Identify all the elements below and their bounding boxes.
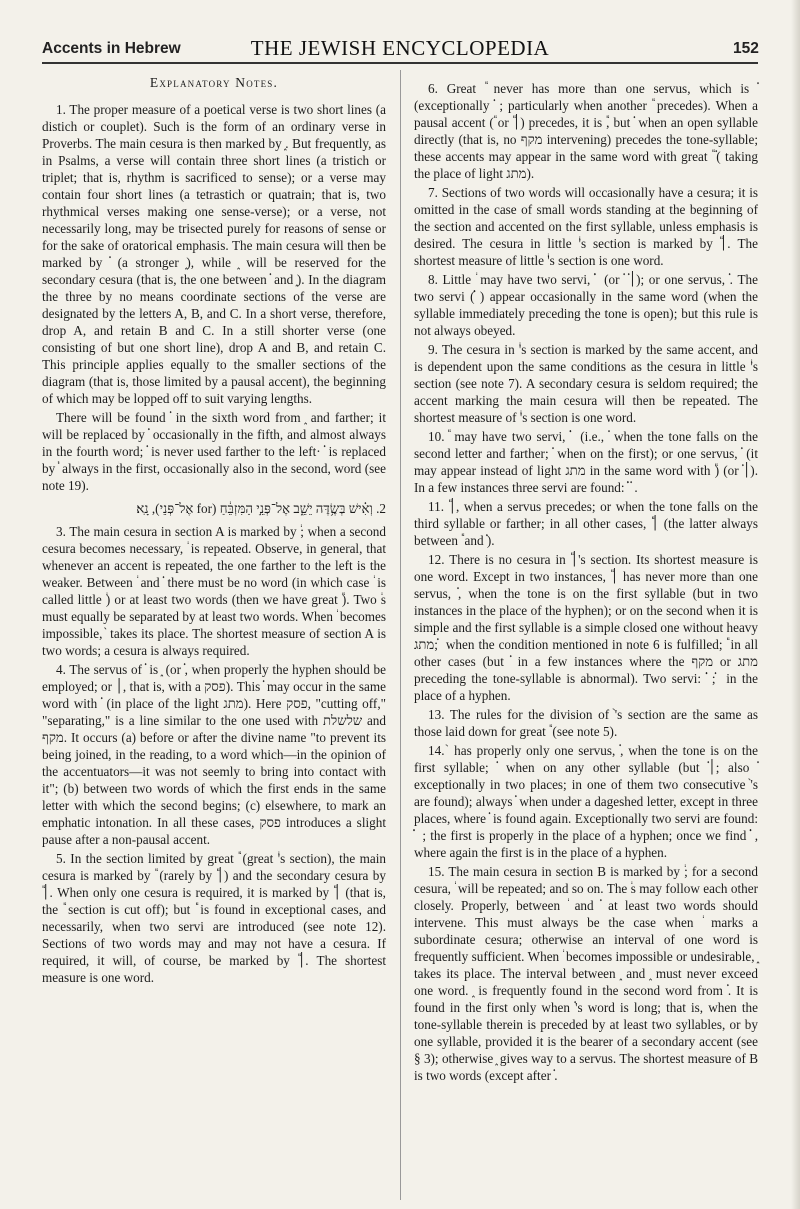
- column-divider: [400, 70, 401, 1200]
- page-edge-shadow: [791, 0, 800, 1209]
- hebrew-example: 2. וְאִ֗ישׁ בְּשֶׂ֥דֶּה יֵשֵׁ֑ב אֶל־פְּנֵ֣י הַמִּזְבֵּ֔חַ (for אֶל־פְּנֵי), נָֽא׃: [136, 501, 386, 516]
- note-paragraph: 6. Great ֕ never has more than one servus, which is ֗ (exceptionally ֗ ; particularly when another ֕ precedes). When a pausal accent (֕ or ׀֕) precedes, it is ֕, but ֗ when an open syllable directly (that is, no מקף intervening) precedes the tone-syllable; these accents may appear in the same word with great ֕ (֗ taking the place of light מתג).: [414, 81, 758, 181]
- note-paragraph: 15. The main cesura in section B is marked by ֔; for a second cesura, ֔ will be repeated; and so on. The ֔s may follow each other closely. Properly, between ֔ and ֗ at least two words should intervene. This must always be the case when ֔ marks a subordinate cesura; otherwise an interval of one word is frequently sufficient. When ֔ becomes impossible or undesirable, ֑ takes its place. The interval between ֑ and ֑ must never exceed one word. ֑ is frequently found in the second word from ֗. It is found in the first only when ֗'s word is long; that is, when the tone-syllable therein is preceded by at least two syllables, or by one syllable, provided it is the bearer of a secondary accent (see § 3); otherwise ֑ gives way to a servus. The shortest measure of B is two words (except after ֗.: [414, 864, 758, 1083]
- running-head-center: THE JEWISH ENCYCLOPEDIA: [250, 36, 550, 60]
- note-paragraph: 5. In the section limited by great ֕ (great ֔'s section), the main cesura is marked by ֕ (rarely by ׀֕) and the secondary cesura by ׀֕. When only one cesura is required, it is marked by ׀֕ (that is, the ֕ section is cut off); but ֕ is found in exceptional cases, and necessarily, when two servi are introduced (see note 12). Sections of two words may and may not have a cesura. If required, it will, of course, be marked by ׀֕. The shortest measure is one word.: [42, 851, 387, 985]
- running-head-left: Accents in Hebrew: [42, 40, 181, 57]
- note-paragraph: 14. ֙ has properly only one servus, ֗, when the tone is on the first syllable; ֗ when on any other syllable (but ׀֗; also ֗ exceptionally in two places; in one of them two consecutive ֙'s are found); always ֗ when under a dageshed letter, except in three places, where ֗ is found again. Exceptionally two servi are found: ֗ ֗ ; the first is properly in the place of a hyphen; once we find ֗ ֗, where again the first is in the place of a hyphen.: [414, 743, 758, 860]
- note-paragraph: 11. ׀֕, when a servus precedes; or when the tone falls on the third syllable or farther; in all other cases, ׀֕ (the latter always between ֕ and ֗).: [414, 499, 759, 548]
- note-paragraph: 12. There is no cesura in ׀֕'s section. Its shortest measure is one word. Except in two instances, ׀֕ has never more than one servus, ֗, when the tone is on the first syllable (but in two instances in the place of the hyphen); or on the second when it is simple and the first syllable is a simple closed one without heavy מתג; ֗ when the condition mentioned in note 6 is fulfilled; ֕ in all other cases (but ֗ in a few instances where the מקף or מתג preceding the tone-syllable is abnormal). Two servi: ֗ ֗; ֗ in the place of a hyphen.: [414, 552, 758, 703]
- note-paragraph: 3. The main cesura in section A is marked by ֔; when a second cesura becomes necessary, ֔ is repeated. Observe, in general, that whenever an accent is repeated, the one farther to the left is the weaker. Between ֔ and ֗ there must be no word (in which case ֔ is called little ֔) or at least two words (then we have great ֕). Two ֔s must equally be separated by at least two words. When ֔ becomes impossible, ֙ takes its place. The shortest measure of section A is two words; a cesura is always required.: [42, 524, 386, 658]
- right-column: [414, 80, 758, 1086]
- page-number: 152: [733, 40, 759, 57]
- left-column: [42, 74, 386, 988]
- note-paragraph: 9. The cesura in ֔'s section is marked by the same accent, and is dependent upon the same conditions as the cesura in little ֔'s section (see note 7). A secondary cesura is seldom required; the accent marking the main cesura will then be repeated. The shortest measure of ֔'s section is one word.: [414, 342, 758, 425]
- section-title: Explanatory Notes.: [149, 75, 279, 90]
- note-paragraph: There will be found ֗ in the sixth word from ֑ and farther; it will be replaced by ֗ occasionally in the fifth, and almost always in the fourth word; ֗ is never used farther to the left· ֗ is replaced by ֓ always in the first, occasionally also in the second, word (see note 19).: [42, 410, 386, 493]
- header-rule: [42, 62, 758, 64]
- note-paragraph: 10. ֕ may have two servi, ֗ ֗ (i.e., ֗ when the tone falls on the second letter and farther; ֗ when on the first); or one servus, ֗ (it may appear instead of light מתג in the same word with ֕) (or ׀֗). In a few instances three servi are found: ֗ ֗ ֗.: [414, 429, 758, 495]
- note-paragraph: 4. The servus of ֗ is ֑ (or ֗, when properly the hyphen should be employed; or ׀, that is, with a פסק). This ֗ may occur in the same word with ֗ (in place of the light מתג). Here פסק, "cutting off," "separating," is a line similar to the one used with שלשלת and מקף. It occurs (a) before or after the divine name "to prevent its being joined, in the reading, to a word which—in the opinion of the accentuators—it was not seemly to bring into contact with it"; (b) between two words of which the first ends in the same letter with which the second begins; (c) elsewhere, to mark an emphatic intonation. In all these cases, פסק introduces a slight pause after a non-pausal accent.: [42, 662, 386, 847]
- note-paragraph: 7. Sections of two words will occasionally have a cesura; it is omitted in the case of small words standing at the beginning of the section and accented on the first syllable, unless emphasis is desired. The cesura in little ֔'s section is marked by ׀֕. The shortest measure of little ֔'s section is one word.: [414, 185, 758, 268]
- note-paragraph: 8. Little ֔ may have two servi, ֗ ֗ (or ֗ ׀֗); or one servus, ֗. The two servi (֗ ֗) appear occasionally in the same word (when the syllable immediately preceding the tone is open); but this rule is not always obeyed.: [414, 272, 758, 338]
- note-paragraph: 13. The rules for the division of ֙'s section are the same as those laid down for great ֕ (see note 5).: [414, 707, 758, 739]
- note-paragraph: 1. The proper measure of a poetical verse is two short lines (a distich or couplet). Such is the form of an ordinary verse in Proverbs. The main cesura is then marked by ֑. But frequently, as in Psalms, a verse will contain three short lines (a tristich or triplet; that is, rhythm is sacrificed to sense); or a verse may contain four short lines (a tetrastich or quatrain; that is, two rhythmical verses making one sense-verse); or a verse, not necessarily long, may be trisected purely for reasons of sense or for the sake of oratorical emphasis. The main cesura will then be marked by ֗ (a stronger ֑), while ֑ will be reserved for the secondary cesura (that is, the one between ֗ and ֑). In the diagram the three by no means coordinate sections of the verse are designated by the letters A, B, and C. In a short verse, therefore, drop A, and retain B and C. In a still shorter verse (one consisting of but one short line), drop A and B, and retain C. This principle applies equally to the smaller sections of the diagram (that is, those limited by a pausal accent), the beginning of which may be lopped off to suit varying lengths.: [42, 102, 386, 406]
- page-header: [0, 0, 800, 62]
